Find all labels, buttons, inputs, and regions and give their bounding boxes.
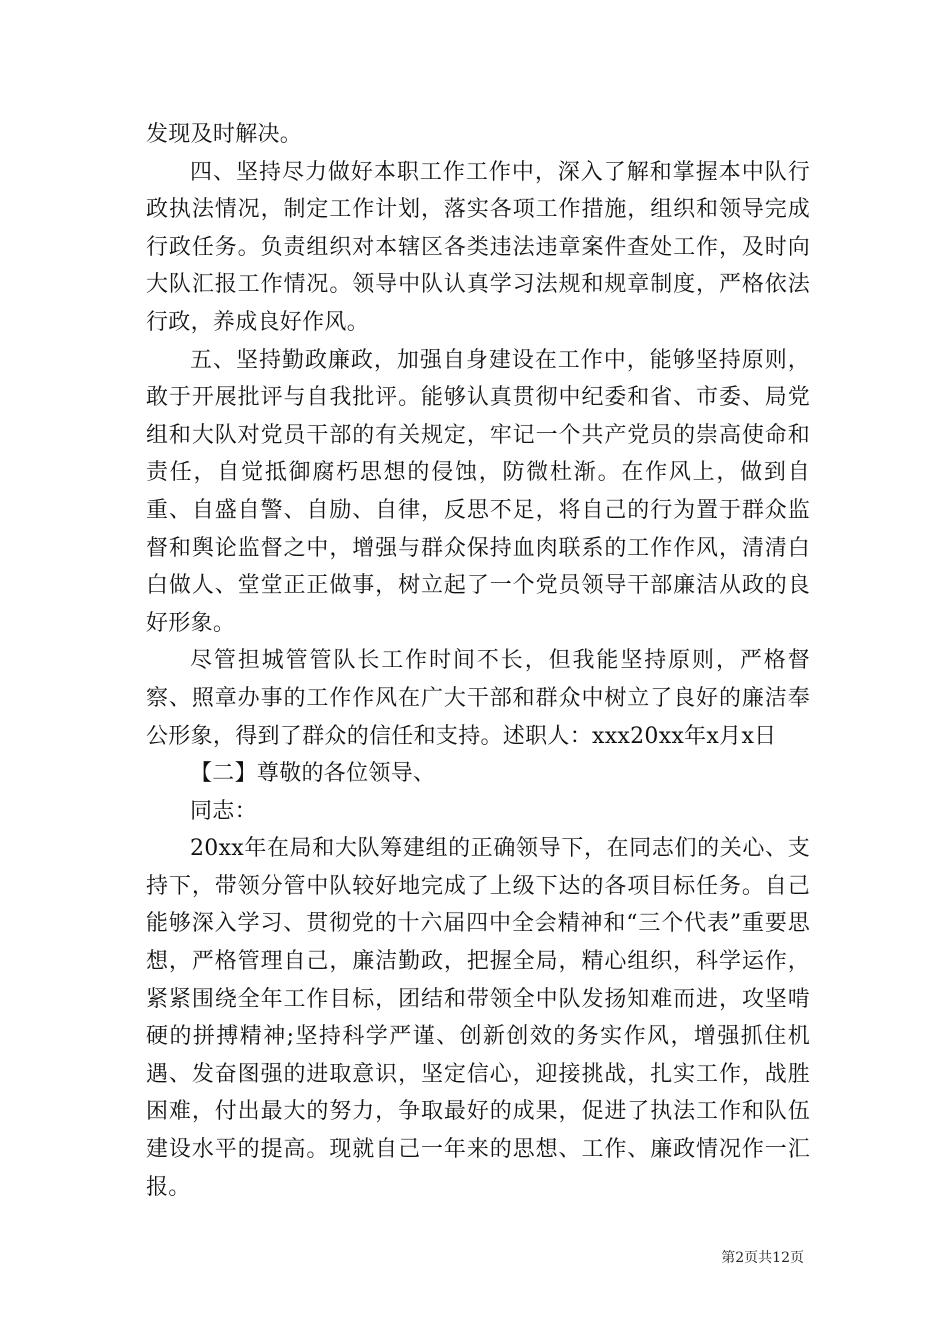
paragraph-section-four: 四、坚持尽力做好本职工作工作中，深入了解和掌握本中队行政执法情况，制定工作计划，落实各项工作措施，组织和领导完成行政任务。负责组织对本辖区各类违法违章案件查处工作，及时向大队汇报工作情况。领导中队认真学习法规和规章制度，严格依法行政，养成良好作风。 <box>146 159 810 335</box>
paragraph-section-five: 五、坚持勤政廉政，加强自身建设在工作中，能够坚持原则，敢于开展批评与自我批评。能够认真贯彻中纪委和省、市委、局党组和大队对党员干部的有关规定，牢记一个共产党员的崇高使命和责任，自觉抵御腐朽思想的侵蚀，防微杜渐。在作风上，做到自重、自盛自警、自励、自律，反思不足，将自己的行为置于群众监督和舆论监督之中，增强与群众保持血肉联系的工作作风，清清白白做人、堂堂正正做事，树立起了一个党员领导干部廉洁从政的良好形象。 <box>146 347 810 636</box>
paragraph-conclusion: 尽管担城管管队长工作时间不长，但我能坚持原则，严格督察、照章办事的工作作风在广大干部和群众中树立了良好的廉洁奉公形象，得到了群众的信任和支持。述职人：xxx20xx年x月x日 <box>146 648 810 749</box>
paragraph-report-intro: 20xx年在局和大队筹建组的正确领导下，在同志们的关心、支持下，带领分管中队较好地完成了上级下达的各项目标任务。自己能够深入学习、贯彻党的十六届四中全会精神和“三个代表”重要思想，严格管理自己，廉洁勤政，把握全局，精心组织，科学运作，紧紧围绕全年工作目标，团结和带领全中队发扬知难而进，攻坚啃硬的拼搏精神;坚持科学严谨、创新创效的务实作风，增强抓住机遇、发奋图强的进取意识，坚定信心，迎接挑战，扎实工作，战胜困难，付出最大的努力，争取最好的成果，促进了执法工作和队伍建设水平的提高。现就自己一年来的思想、工作、廉政情况作一汇报。 <box>146 836 810 1200</box>
page-number: 第2页共12页 <box>721 1250 804 1266</box>
document-body <box>146 116 810 1206</box>
heading-part-two: 【二】尊敬的各位领导、 <box>190 761 436 787</box>
salutation: 同志： <box>190 798 257 824</box>
paragraph-continuation: 发现及时解决。 <box>146 122 303 147</box>
